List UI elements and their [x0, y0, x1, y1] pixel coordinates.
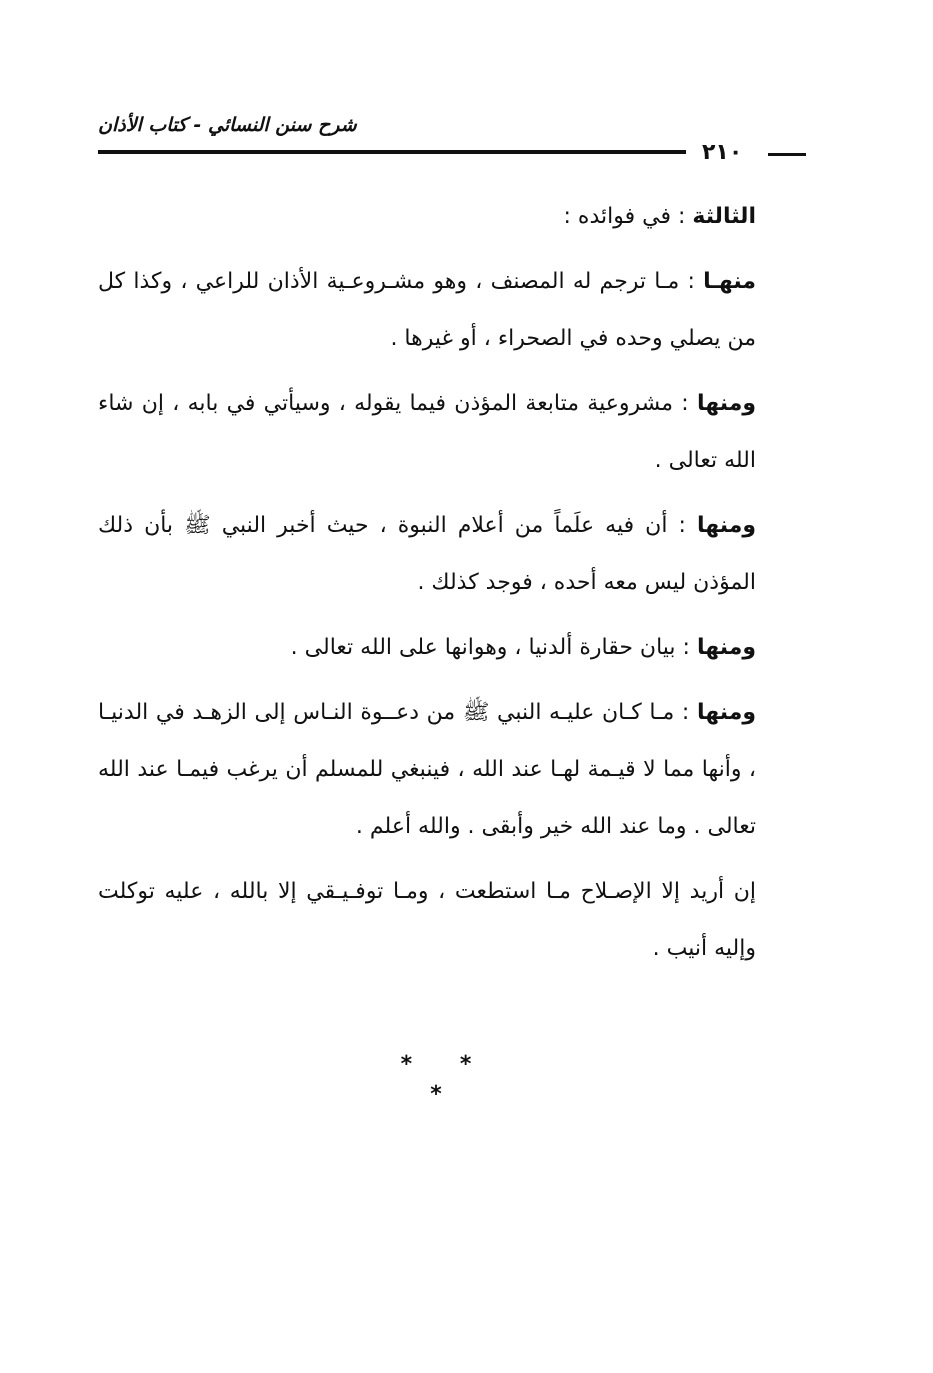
- paragraph-text: : مـا ترجم له المصنف ، وهو مشـروعـية الأذان للراعي ، وكذا كل من يصلي وحده في الصحراء ، أو غيرها .: [98, 269, 756, 351]
- paragraph-text: : مشروعية متابعة المؤذن فيما يقوله ، وسيأتي في بابه ، إن شاء الله تعالى .: [98, 391, 756, 473]
- paragraph-text: : بيان حقارة ألدنيا ، وهوانها على الله تعالى .: [290, 635, 697, 660]
- paragraph-text: : أن فيه علَماً من أعلام النبوة ، حيث أخبر النبي ﷺ بأن ذلك المؤذن ليس معه أحده ، فوجد كذلك .: [98, 513, 756, 595]
- paragraph-lead: ومنها: [696, 391, 756, 416]
- page-number: ٢١٠: [702, 140, 743, 165]
- running-title: شرح سنن النسائي - كتاب الأذان: [98, 114, 357, 136]
- closing-paragraph: إن أريد إلا الإصـلاح مـا استطعت ، ومـا توفـيـقي إلا بالله ، عليه توكلت وإليه أنيب .: [98, 879, 756, 961]
- paragraph-lead: ومنها: [696, 700, 756, 725]
- body-text: [98, 188, 800, 985]
- page-number-rule: [768, 153, 806, 156]
- paragraph-lead: ومنها: [696, 635, 756, 660]
- header-rule: [98, 150, 686, 154]
- paragraph-benefit-2: [98, 375, 800, 489]
- paragraph-text: : مـا كـان عليـه النبي ﷺ من دعــوة النـاس إلى الزهـد في الدنيـا ، وأنها مما لا قيـمة لهـا عند الله ، فينبغي للمسلم أن يرغب فيمـا عند الله تعالى . وما عند الله خير وأبقى . والله أعلم .: [98, 700, 756, 839]
- paragraph-lead: ومنها: [696, 513, 756, 538]
- paragraph-lead: منهـا: [703, 269, 756, 294]
- section-separator: * * *: [400, 1052, 492, 1107]
- heading-rest: : في فوائده :: [563, 204, 693, 229]
- paragraph-benefit-3: [98, 497, 800, 611]
- section-heading: [98, 188, 800, 245]
- paragraph-benefit-4: [98, 619, 800, 676]
- paragraph-benefit-1: [98, 253, 800, 367]
- paragraph-benefit-5: [98, 684, 800, 855]
- heading-lead: الثالثة: [692, 204, 756, 229]
